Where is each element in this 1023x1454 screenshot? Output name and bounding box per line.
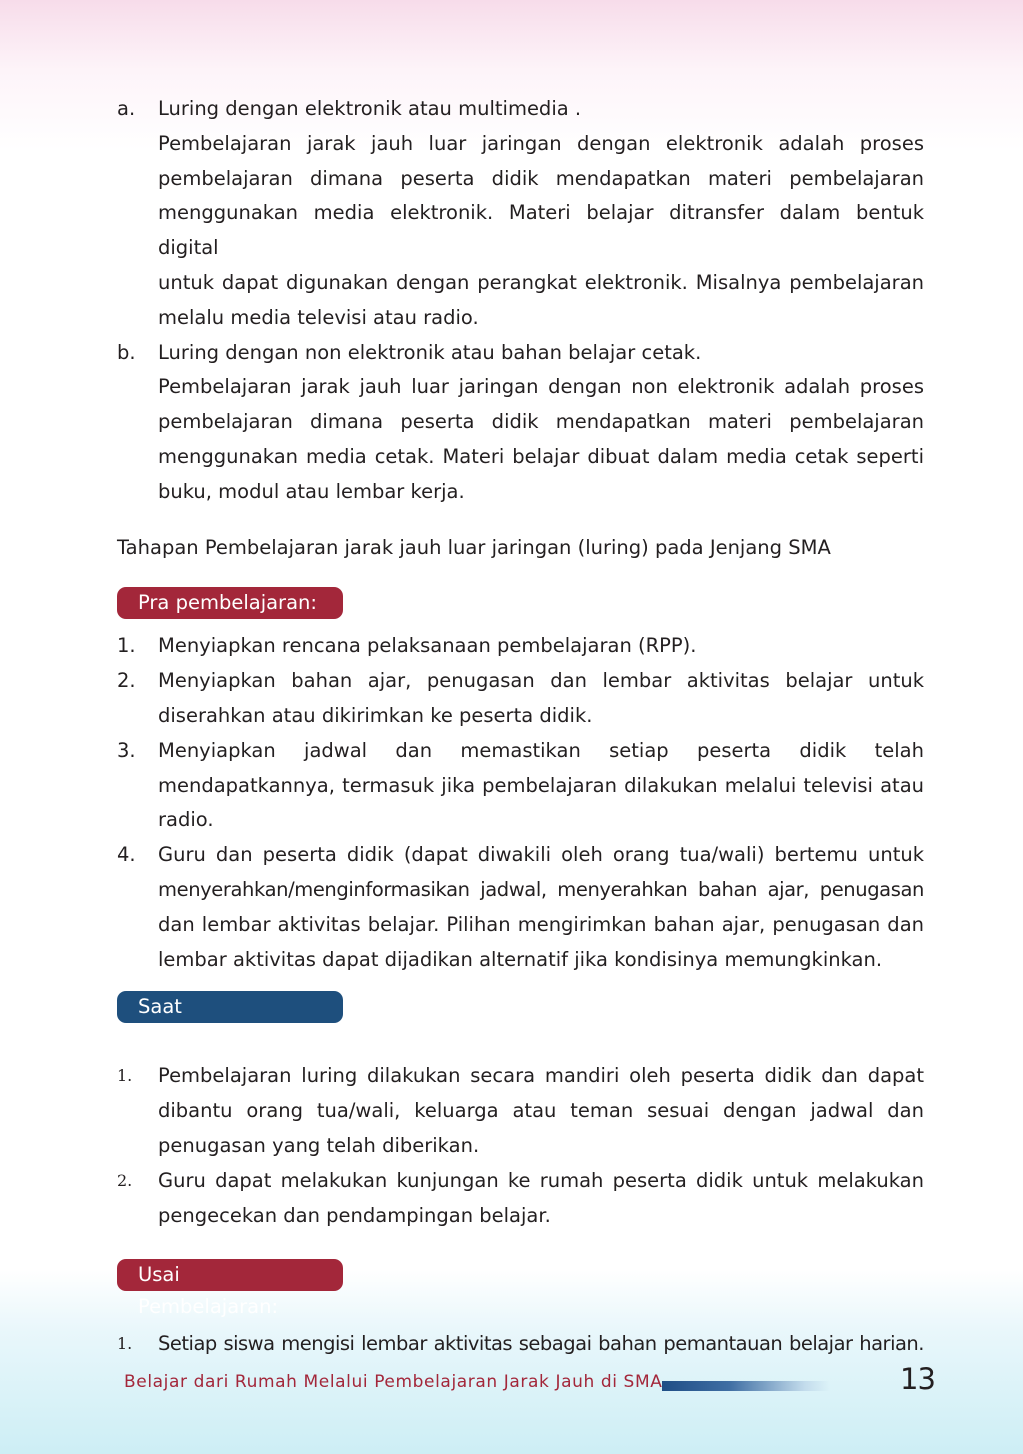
pra-label-row <box>117 587 924 619</box>
list-marker: 2. <box>117 669 136 693</box>
paragraph-line: menggunakan media cetak. Materi belajar dibuat dalam media cetak seperti <box>158 444 924 468</box>
list-marker: 3. <box>117 738 136 762</box>
list-marker: 1. <box>117 1334 133 1354</box>
list-item-text: penugasan yang telah diberikan. <box>158 1133 480 1157</box>
list-item-text: radio. <box>158 808 214 832</box>
paragraph-line: untuk dapat digunakan dengan perangkat elektronik. Misalnya pembelajaran <box>158 270 924 294</box>
section-b-body <box>158 370 924 509</box>
list-item-text: menyerahkan/menginformasikan jadwal, menyerahkan bahan ajar, penugasan <box>158 877 924 901</box>
list-marker: 1. <box>117 634 136 658</box>
usai-list <box>117 1327 924 1362</box>
list-item <box>117 734 924 838</box>
list-marker: 1. <box>117 1066 133 1086</box>
stages-intro: Tahapan Pembelajaran jarak jauh luar jaringan (luring) pada Jenjang SMA <box>117 535 831 559</box>
section-a <box>117 92 924 336</box>
saat-label-row <box>117 991 924 1049</box>
list-item-text: Pembelajaran luring dilakukan secara mandiri oleh peserta didik dan dapat <box>158 1064 924 1088</box>
footer-gradient-bar <box>662 1381 830 1391</box>
list-item-text: lembar aktivitas dapat dijadikan alternatif jika kondisinya memungkinkan. <box>158 947 883 971</box>
list-marker: 4. <box>117 843 136 867</box>
list-item <box>117 1327 924 1362</box>
list-item-text: Menyiapkan rencana pelaksanaan pembelajaran (RPP). <box>158 634 697 658</box>
list-item-text: pengecekan dan pendampingan belajar. <box>158 1203 551 1227</box>
list-item-text: Menyiapkan bahan ajar, penugasan dan lembar aktivitas belajar untuk <box>158 669 924 693</box>
list-item <box>117 664 924 734</box>
list-marker: 2. <box>117 1170 133 1190</box>
paragraph-line: menggunakan media elektronik. Materi belajar ditransfer dalam bentuk digital <box>158 201 924 260</box>
paragraph-line: Pembelajaran jarak jauh luar jaringan dengan non elektronik adalah proses <box>158 375 924 399</box>
pra-list <box>117 629 924 977</box>
saat-pembelajaran-badge: Saat Pembelajaran: <box>117 991 343 1023</box>
list-marker: a. <box>117 97 136 120</box>
paragraph-line: buku, modul atau lembar kerja. <box>158 479 465 503</box>
list-item-text: Guru dan peserta didik (dapat diwakili oleh orang tua/wali) bertemu untuk <box>158 843 924 867</box>
usai-label-row <box>117 1259 924 1317</box>
section-b-heading: Luring dengan non elektronik atau bahan belajar cetak. <box>158 340 702 364</box>
list-item-text: Menyiapkan jadwal dan memastikan setiap peserta didik telah <box>158 738 924 762</box>
pra-pembelajaran-badge: Pra pembelajaran: <box>117 587 343 619</box>
paragraph-line: pembelajaran dimana peserta didik mendapatkan materi pembelajaran <box>158 410 924 434</box>
list-item-text: dan lembar aktivitas belajar. Pilihan mengirimkan bahan ajar, penugasan dan <box>158 912 924 936</box>
usai-pembelajaran-badge: Usai Pembelajaran: <box>117 1259 343 1291</box>
paragraph-line: melalu media televisi atau radio. <box>158 305 479 329</box>
page-number: 13 <box>900 1362 935 1396</box>
list-marker: b. <box>117 340 136 364</box>
section-a-body <box>158 127 924 336</box>
paragraph-line: Pembelajaran jarak jauh luar jaringan dengan elektronik adalah proses <box>158 131 924 155</box>
saat-list <box>117 1059 924 1233</box>
list-item-text: Guru dapat melakukan kunjungan ke rumah peserta didik untuk melakukan <box>158 1168 924 1192</box>
list-item <box>117 629 924 664</box>
section-a-heading: Luring dengan elektronik atau multimedia . <box>158 97 582 120</box>
footer-title: Belajar dari Rumah Melalui Pembelajaran Jarak Jauh di SMA <box>124 1372 663 1392</box>
list-item-text: diserahkan atau dikirimkan ke peserta didik. <box>158 703 593 727</box>
list-item-text: Setiap siswa mengisi lembar aktivitas sebagai bahan pemantauan belajar harian. <box>158 1332 924 1356</box>
list-item-text: mendapatkannya, termasuk jika pembelajaran dilakukan melalui televisi atau <box>158 773 924 797</box>
list-item <box>117 1164 924 1234</box>
list-item <box>117 838 924 977</box>
list-item-text: dibantu orang tua/wali, keluarga atau teman sesuai dengan jadwal dan <box>158 1099 924 1123</box>
paragraph-line: pembelajaran dimana peserta didik mendapatkan materi pembelajaran <box>158 166 924 190</box>
list-item <box>117 1059 924 1163</box>
page-content <box>117 92 924 1362</box>
section-b <box>117 336 924 510</box>
